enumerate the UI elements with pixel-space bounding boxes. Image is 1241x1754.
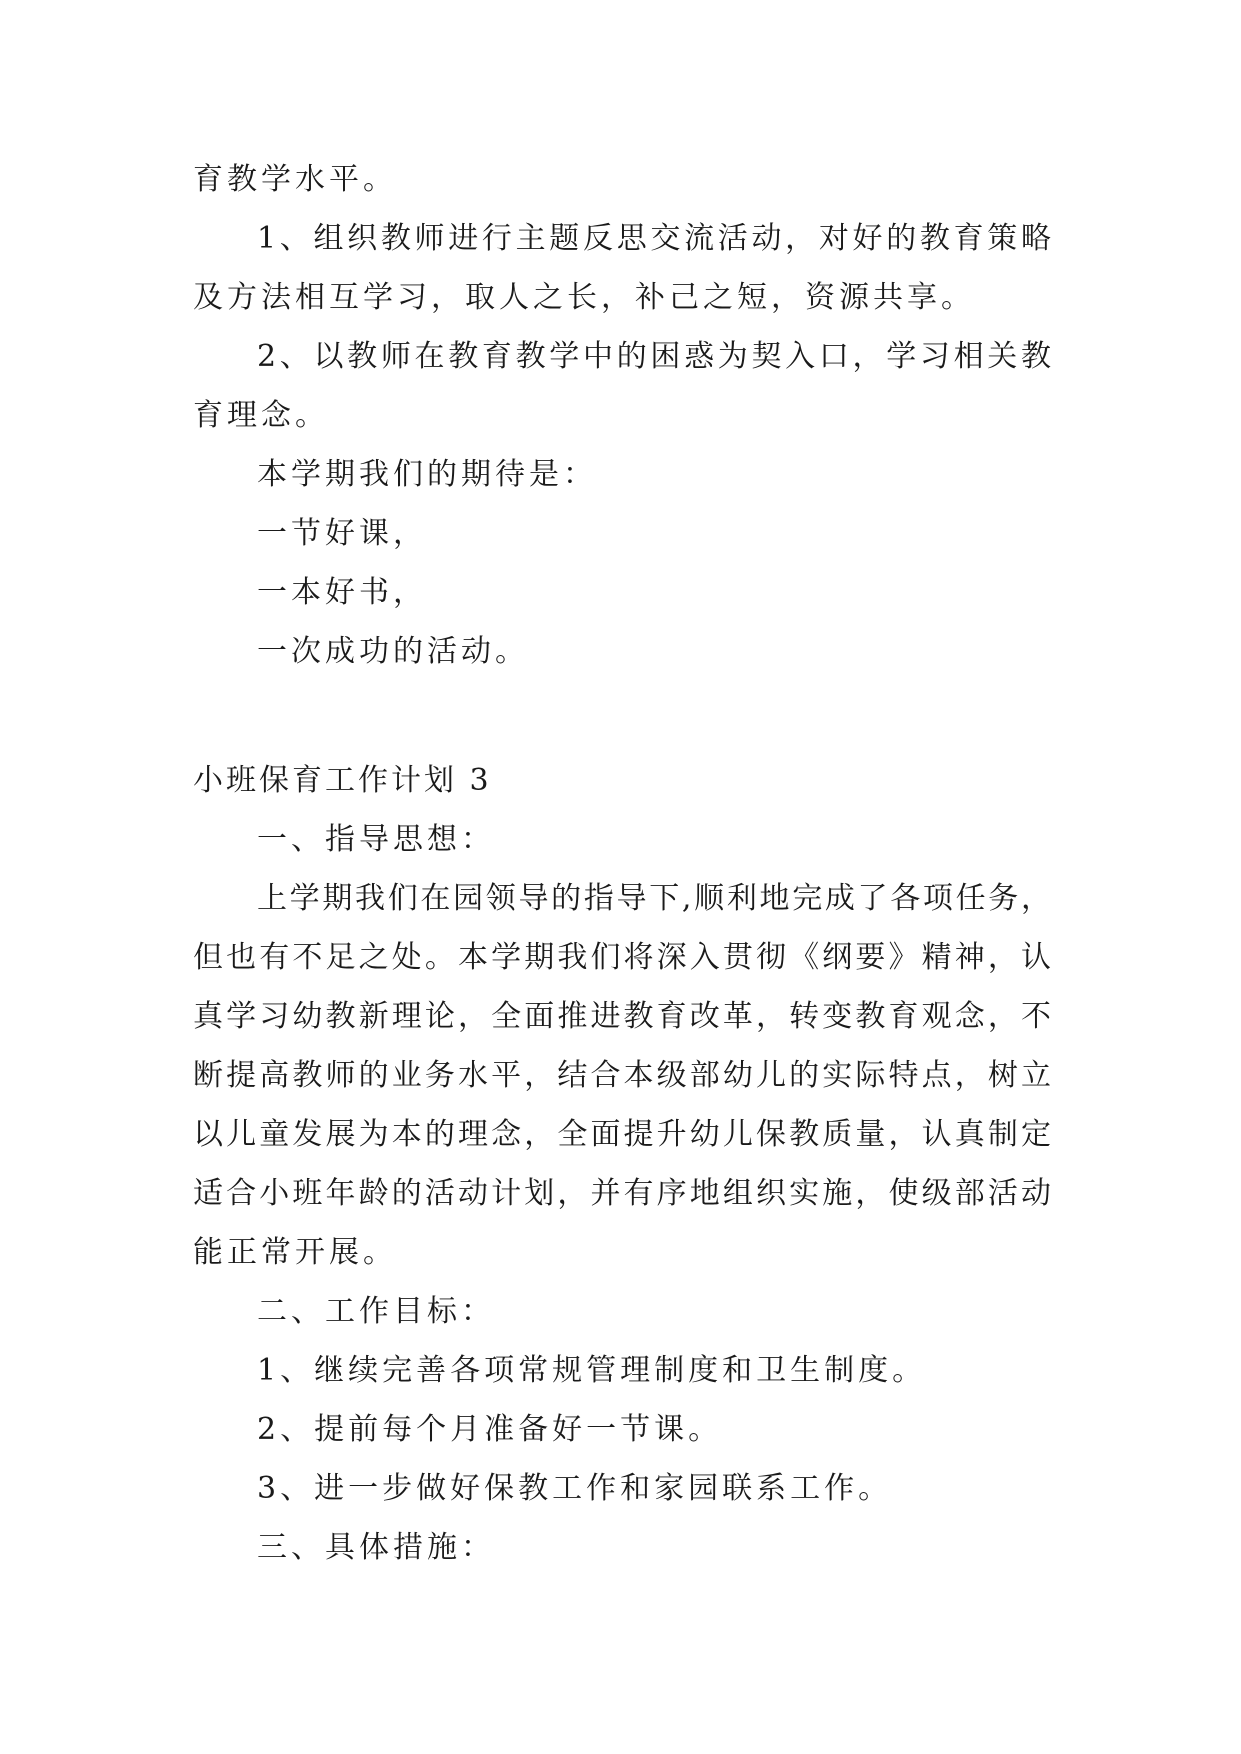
paragraph-line: 但也有不足之处。本学期我们将深入贯彻《纲要》精神，认 [193, 940, 1053, 975]
paragraph-line: 育理念。 [193, 398, 329, 433]
paragraph-line: 能正常开展。 [193, 1235, 397, 1270]
list-item: 3、进一步做好保教工作和家园联系工作。 [257, 1471, 893, 1506]
paragraph-line: 本学期我们的期待是： [257, 457, 597, 492]
heading-work-goals: 二、工作目标： [257, 1294, 495, 1329]
section-spacer [193, 681, 1053, 751]
paragraph-line: 适合小班年龄的活动计划，并有序地组织实施，使级部活动 [193, 1176, 1053, 1211]
paragraph-line: 上学期我们在园领导的指导下,顺利地完成了各项任务， [257, 881, 1053, 916]
heading-guiding-thought: 一、指导思想： [257, 822, 495, 857]
paragraph-line: 2、以教师在教育教学中的困惑为契入口，学习相关教 [257, 339, 1053, 374]
paragraph-line: 断提高教师的业务水平，结合本级部幼儿的实际特点，树立 [193, 1058, 1053, 1093]
list-item: 一次成功的活动。 [257, 634, 529, 669]
list-item: 2、提前每个月准备好一节课。 [257, 1412, 723, 1447]
list-item: 1、继续完善各项常规管理制度和卫生制度。 [257, 1353, 927, 1388]
paragraph-line: 真学习幼教新理论，全面推进教育改革，转变教育观念，不 [193, 999, 1053, 1034]
section-title: 小班保育工作计划 3 [193, 763, 492, 798]
paragraph-line: 育教学水平。 [193, 162, 397, 197]
paragraph-line: 及方法相互学习，取人之长，补己之短，资源共享。 [193, 280, 975, 315]
paragraph-line: 1、组织教师进行主题反思交流活动，对好的教育策略 [257, 221, 1053, 256]
document-page [193, 150, 1053, 1577]
heading-specific-measures: 三、具体措施： [257, 1530, 495, 1565]
list-item: 一本好书， [257, 575, 427, 610]
paragraph-line: 以儿童发展为本的理念，全面提升幼儿保教质量，认真制定 [193, 1117, 1053, 1152]
list-item: 一节好课， [257, 516, 427, 551]
